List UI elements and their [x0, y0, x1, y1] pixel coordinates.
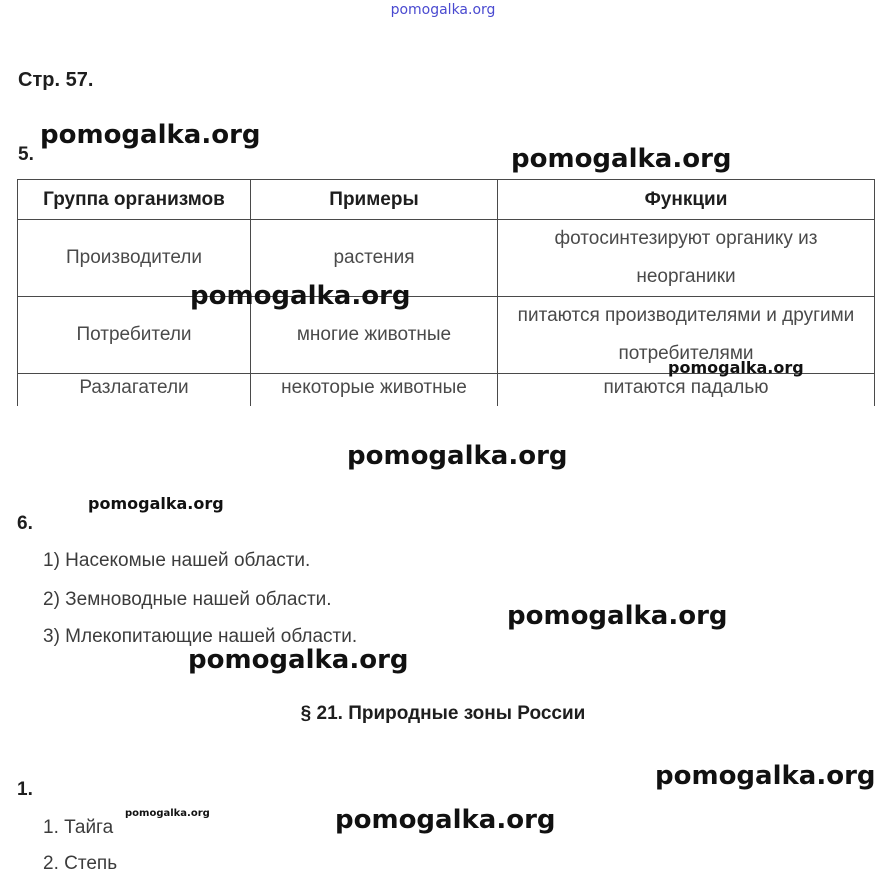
watermark: pomogalka.org: [188, 645, 409, 675]
table-cell: Производители: [18, 220, 251, 297]
page-reference: Стр. 57.: [18, 69, 94, 91]
table-cell: растения: [251, 220, 498, 297]
watermark: pomogalka.org: [335, 805, 556, 835]
table-cell: Потребители: [18, 297, 251, 374]
list-item: 1) Насекомые нашей области.: [43, 550, 311, 571]
table-header-row: [18, 180, 875, 220]
list-item: 1. Тайга: [43, 817, 114, 838]
task-5-number: 5.: [18, 144, 34, 165]
table-cell: питаются производителями и другими потребителями: [498, 297, 875, 374]
watermark: pomogalka.org: [655, 761, 876, 791]
watermark: pomogalka.org: [668, 358, 804, 377]
table-cell: некоторые животные: [251, 374, 498, 407]
table-row: [18, 220, 875, 297]
task-1-number: 1.: [17, 779, 33, 800]
watermark: pomogalka.org: [190, 281, 411, 311]
top-site-watermark: pomogalka.org: [390, 2, 496, 18]
table-cell: многие животные: [251, 297, 498, 374]
watermark: pomogalka.org: [125, 808, 210, 819]
list-item: 3) Млекопитающие нашей области.: [43, 626, 358, 647]
task-6-number: 6.: [17, 513, 33, 534]
watermark: pomogalka.org: [507, 601, 728, 631]
list-item: 2) Земноводные нашей области.: [43, 589, 332, 610]
header-functions: Функции: [498, 180, 875, 220]
table-cell: Разлагатели: [18, 374, 251, 407]
watermark: pomogalka.org: [347, 441, 568, 471]
section-title: § 21. Природные зоны России: [300, 703, 586, 724]
watermark: pomogalka.org: [40, 120, 261, 150]
list-item: 2. Степь: [43, 853, 118, 874]
header-group: Группа организмов: [18, 180, 251, 220]
table-cell: фотосинтезируют органику из неорганики: [498, 220, 875, 297]
table-cell: питаются падалью: [498, 374, 875, 407]
watermark: pomogalka.org: [511, 144, 732, 174]
watermark: pomogalka.org: [88, 494, 224, 513]
header-examples: Примеры: [251, 180, 498, 220]
table-row: [18, 374, 875, 407]
